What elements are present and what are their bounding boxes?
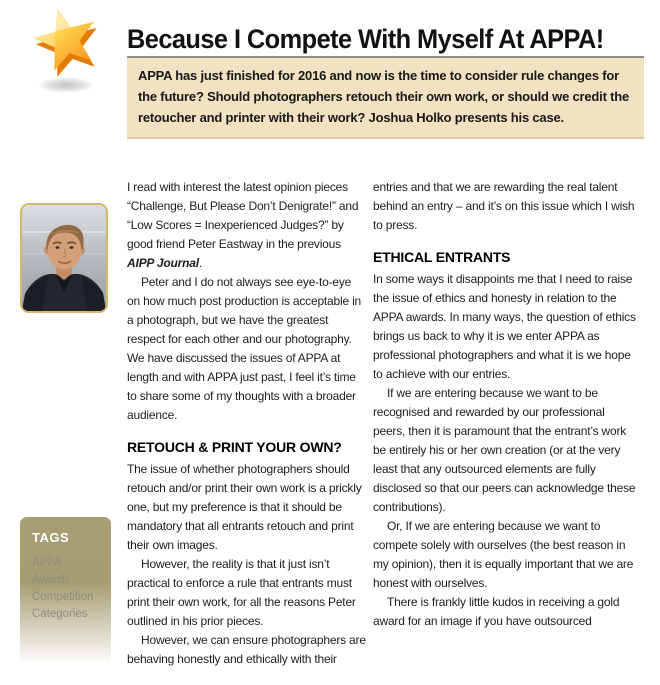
paragraph-text: I read with interest the latest opinion pieces “Challenge, But Please Don’t Denigrate!” and “Low Scores = Inexperienced Judges?” by good friend Peter Eastway in the previous	[127, 180, 359, 251]
paragraph: The issue of whether photographers should retouch and/or print their own work is a prickly one, but my preference is that it should be mandatory that all entrants retouch and print their own images.	[127, 462, 362, 552]
star-icon	[14, 0, 116, 96]
article-column-left	[127, 178, 367, 685]
tag-link-awards[interactable]: Awards	[32, 574, 71, 586]
tag-link-categories[interactable]: Categories	[32, 608, 88, 620]
tags-heading: TAGS	[32, 530, 70, 545]
section-heading-ethical: ETHICAL ENTRANTS	[373, 249, 511, 265]
paragraph: If we are entering because we want to be recognised and rewarded by our professional peers, then it is paramount that the entrant’s work be entirely his or her own creation (or at the very least that any outsourced elements are fully disclosed so that our peers can acknowledge these contributions).	[373, 386, 636, 514]
tags-box	[20, 517, 111, 665]
section-heading-retouch: RETOUCH & PRINT YOUR OWN?	[127, 439, 342, 455]
paragraph: Peter and I do not always see eye-to-eye on how much post production is acceptable in a photograph, but we have the greatest respect for each other and our photography. We have discussed the issues of APPA at length and with APPA just past, I feel it’s time to share some of my thoughts with a broader audience.	[127, 275, 362, 422]
journal-reference: AIPP Journal	[127, 256, 199, 270]
article-column-right	[373, 178, 636, 685]
paragraph-text: .	[198, 256, 202, 270]
paragraph	[127, 178, 367, 273]
tag-link-competition[interactable]: Competition	[32, 591, 94, 603]
standfirst-text: APPA has just finished for 2016 and now is the time to consider rule changes for the future? Should photographers retouch their own work, or should we credit the retoucher and printer with their work? Joshua Holko presents his case.	[138, 68, 630, 125]
tag-link-appa[interactable]: APPA	[32, 557, 62, 569]
paragraph: entries and that we are rewarding the real talent behind an entry – and it’s on this issue which I wish to press.	[373, 180, 635, 232]
paragraph: In some ways it disappoints me that I need to raise the issue of ethics and honesty in relation to the APPA awards. In many ways, the question of ethics brings us back to why it is we enter APPA as professional photographers and what it is we hope to achieve with our entries.	[373, 272, 636, 381]
paragraph: However, we can ensure photographers are behaving honestly and ethically with their	[127, 633, 366, 666]
paragraph: Or, If we are entering because we want to compete solely with ourselves (the best reason in my opinion), then it is equally important that we are honest with ourselves.	[373, 519, 634, 590]
standfirst-box	[127, 56, 644, 139]
page-title: Because I Compete With Myself At APPA!	[127, 24, 604, 55]
author-photo	[20, 203, 108, 313]
paragraph: There is frankly little kudos in receiving a gold award for an image if you have outsourced	[373, 595, 620, 628]
paragraph: However, the reality is that it just isn’t practical to enforce a rule that entrants must print their own work, for all the reasons Peter outlined in his prior pieces.	[127, 557, 356, 628]
